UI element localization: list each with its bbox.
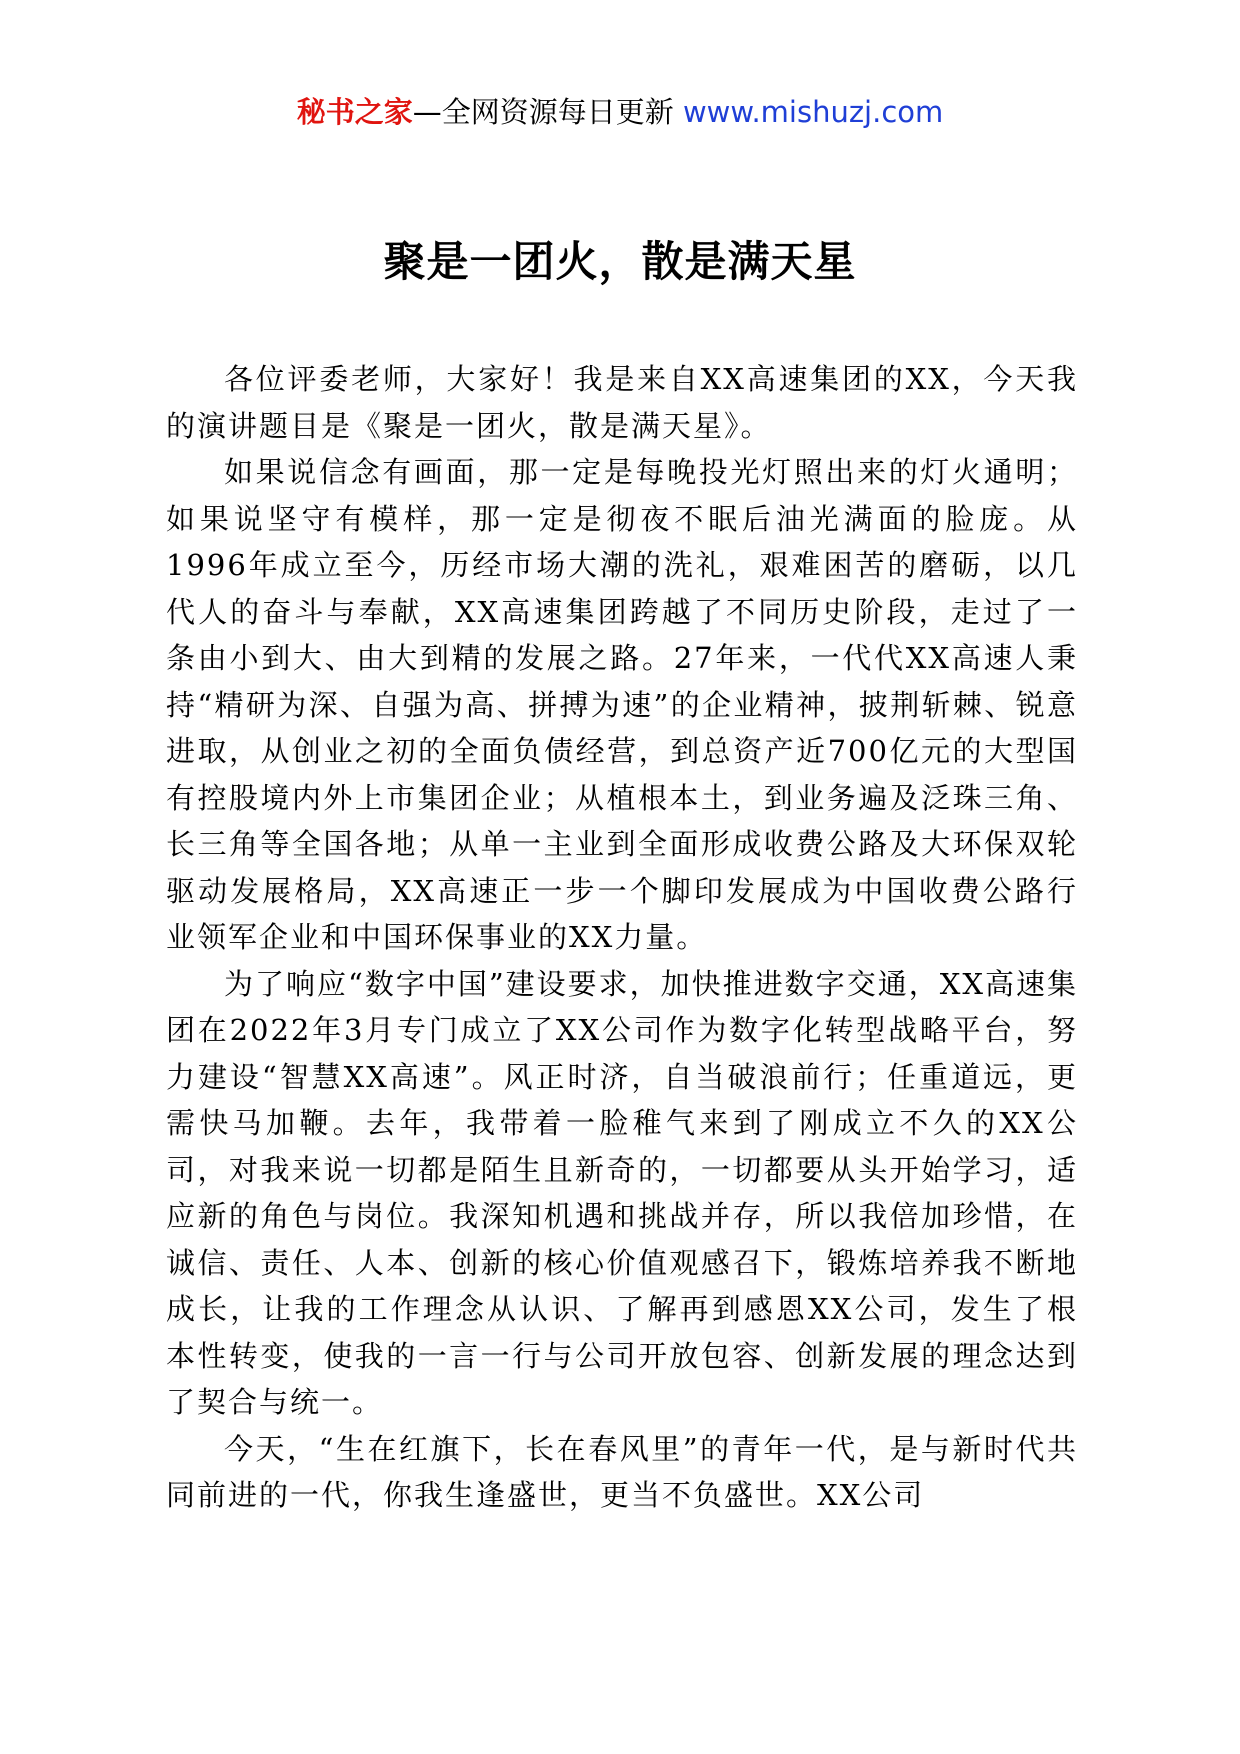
paragraph: 各位评委老师，大家好！我是来自XX高速集团的XX，今天我的演讲题目是《聚是一团火，散是满天星》。 [166,362,1078,443]
site-header [0,92,1240,132]
document-body [166,356,1078,1519]
site-brand: 秘书之家 [296,95,413,129]
paragraph: 今天，“生在红旗下，长在春风里”的青年一代，是与新时代共同前进的一代，你我生逢盛世，更当不负盛世。XX公司 [166,1431,1078,1512]
document-title: 聚是一团火，散是满天星 [383,237,857,286]
paragraph: 如果说信念有画面，那一定是每晚投光灯照出来的灯火通明；如果说坚守有模样，那一定是彻夜不眠后油光满面的脸庞。从1996年成立至今，历经市场大潮的洗礼，艰难困苦的磨砺，以几代人的奋斗与奉献，XX高速集团跨越了不同历史阶段，走过了一条由小到大、由大到精的发展之路。27年来，一代代XX高速人秉持“精研为深、自强为高、拼搏为速”的企业精神，披荆斩棘、锐意进取，从创业之初的全面负债经营，到总资产近700亿元的大型国有控股境内外上市集团企业；从植根本土，到业务遍及泛珠三角、长三角等全国各地；从单一主业到全面形成收费公路及大环保双轮驱动发展格局，XX高速正一步一个脚印发展成为中国收费公路行业领军企业和中国环保事业的XX力量。 [166,455,1078,954]
paragraph: 为了响应“数字中国”建设要求，加快推进数字交通，XX高速集团在2022年3月专门成立了XX公司作为数字化转型战略平台，努力建设“智慧XX高速”。风正时济，自当破浪前行；任重道远，更需快马加鞭。去年，我带着一脸稚气来到了刚成立不久的XX公司，对我来说一切都是陌生且新奇的，一切都要从头开始学习，适应新的角色与岗位。我深知机遇和挑战并存，所以我倍加珍惜，在诚信、责任、人本、创新的核心价值观感召下，锻炼培养我不断地成长，让我的工作理念从认识、了解再到感恩XX公司，发生了根本性转变，使我的一言一行与公司开放包容、创新发展的理念达到了契合与统一。 [166,966,1078,1419]
site-url-link[interactable]: www.mishuzj.com [682,95,944,129]
site-tagline: —全网资源每日更新 [412,95,683,129]
